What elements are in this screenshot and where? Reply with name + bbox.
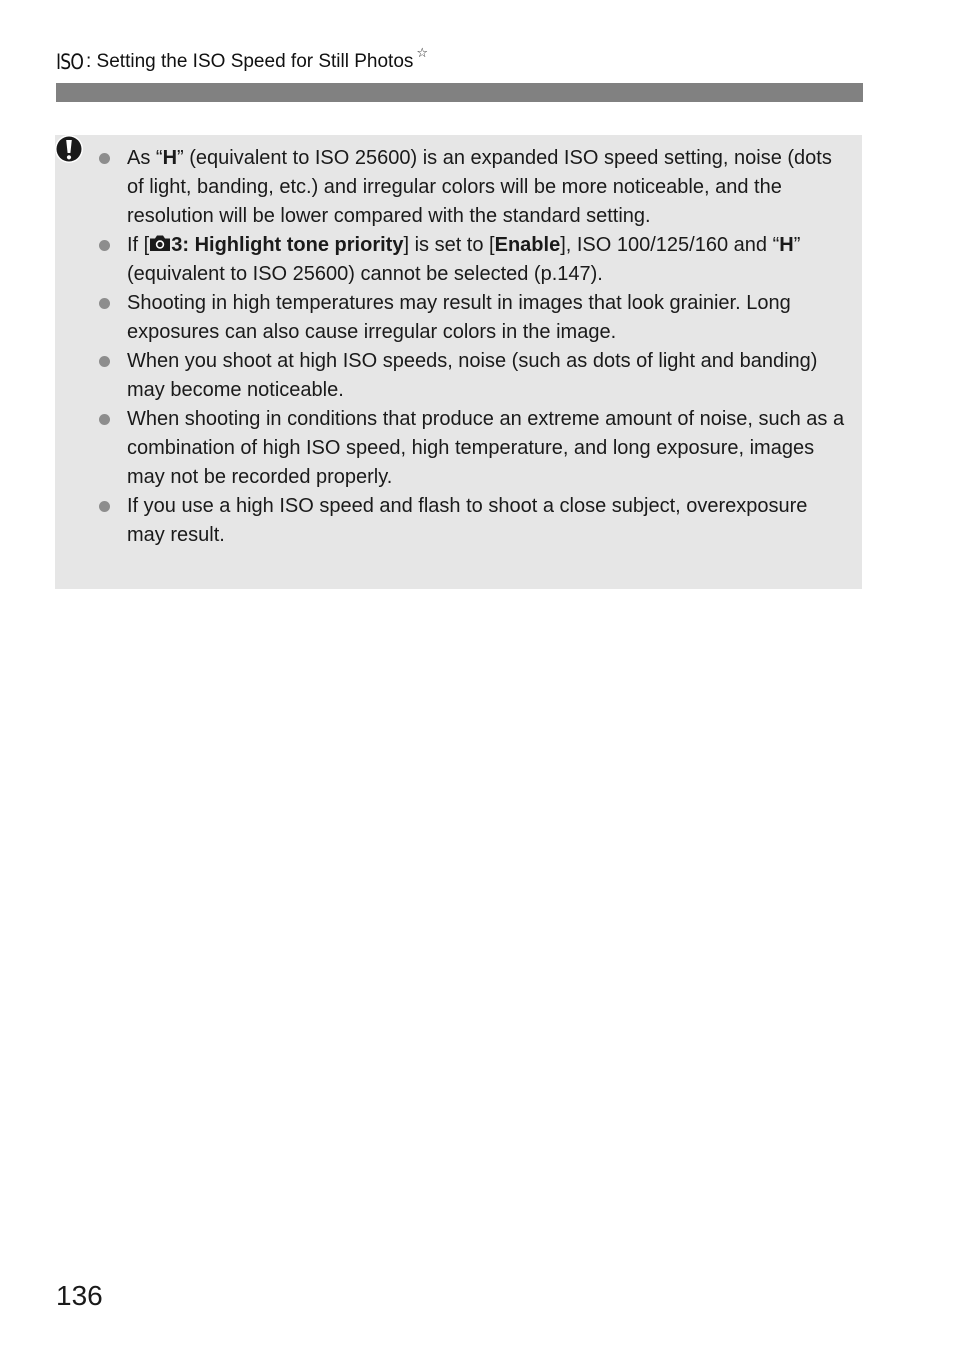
caution-note: If you use a high ISO speed and flash to shoot a close subject, overexposure may result. [99,492,849,550]
caution-note: If [ 3: Highlight tone priority] is set to [Enable], ISO 100/125/160 and “H” (equivalent to ISO 25600) cannot be selected (p.147). [99,231,849,289]
caution-notes [99,144,849,550]
caution-note: When you shoot at high ISO speeds, noise (such as dots of light and banding) may become noticeable. [99,347,849,405]
header-title: : Setting the ISO Speed for Still Photos [86,51,414,72]
iso-symbol: ISO [56,50,84,74]
bullet [99,414,110,425]
bullet [99,501,110,512]
caution-note: Shooting in high temperatures may result in images that look grainier. Long exposures can also cause irregular colors in the image. [99,289,849,347]
bullet [99,356,110,367]
bullet [99,298,110,309]
caution-note: When shooting in conditions that produce an extreme amount of noise, such as a combination of high ISO speed, high temperature, and long exposure, images may not be recorded properly. [99,405,849,492]
caution-note: As “H” (equivalent to ISO 25600) is an expanded ISO speed setting, noise (dots of light, banding, etc.) and irregular colors will be more noticeable, and the resolution will be lower compared with the standard setting. [99,144,849,231]
bullet [99,240,110,251]
caution-exclamation-icon [55,135,85,165]
caution-box [55,135,862,589]
page-number: 136 [56,1280,103,1311]
camera-icon [149,234,171,252]
star-icon: ☆ [416,45,429,60]
page-header [56,45,429,76]
bullet [99,153,110,164]
header-bar [56,83,863,102]
